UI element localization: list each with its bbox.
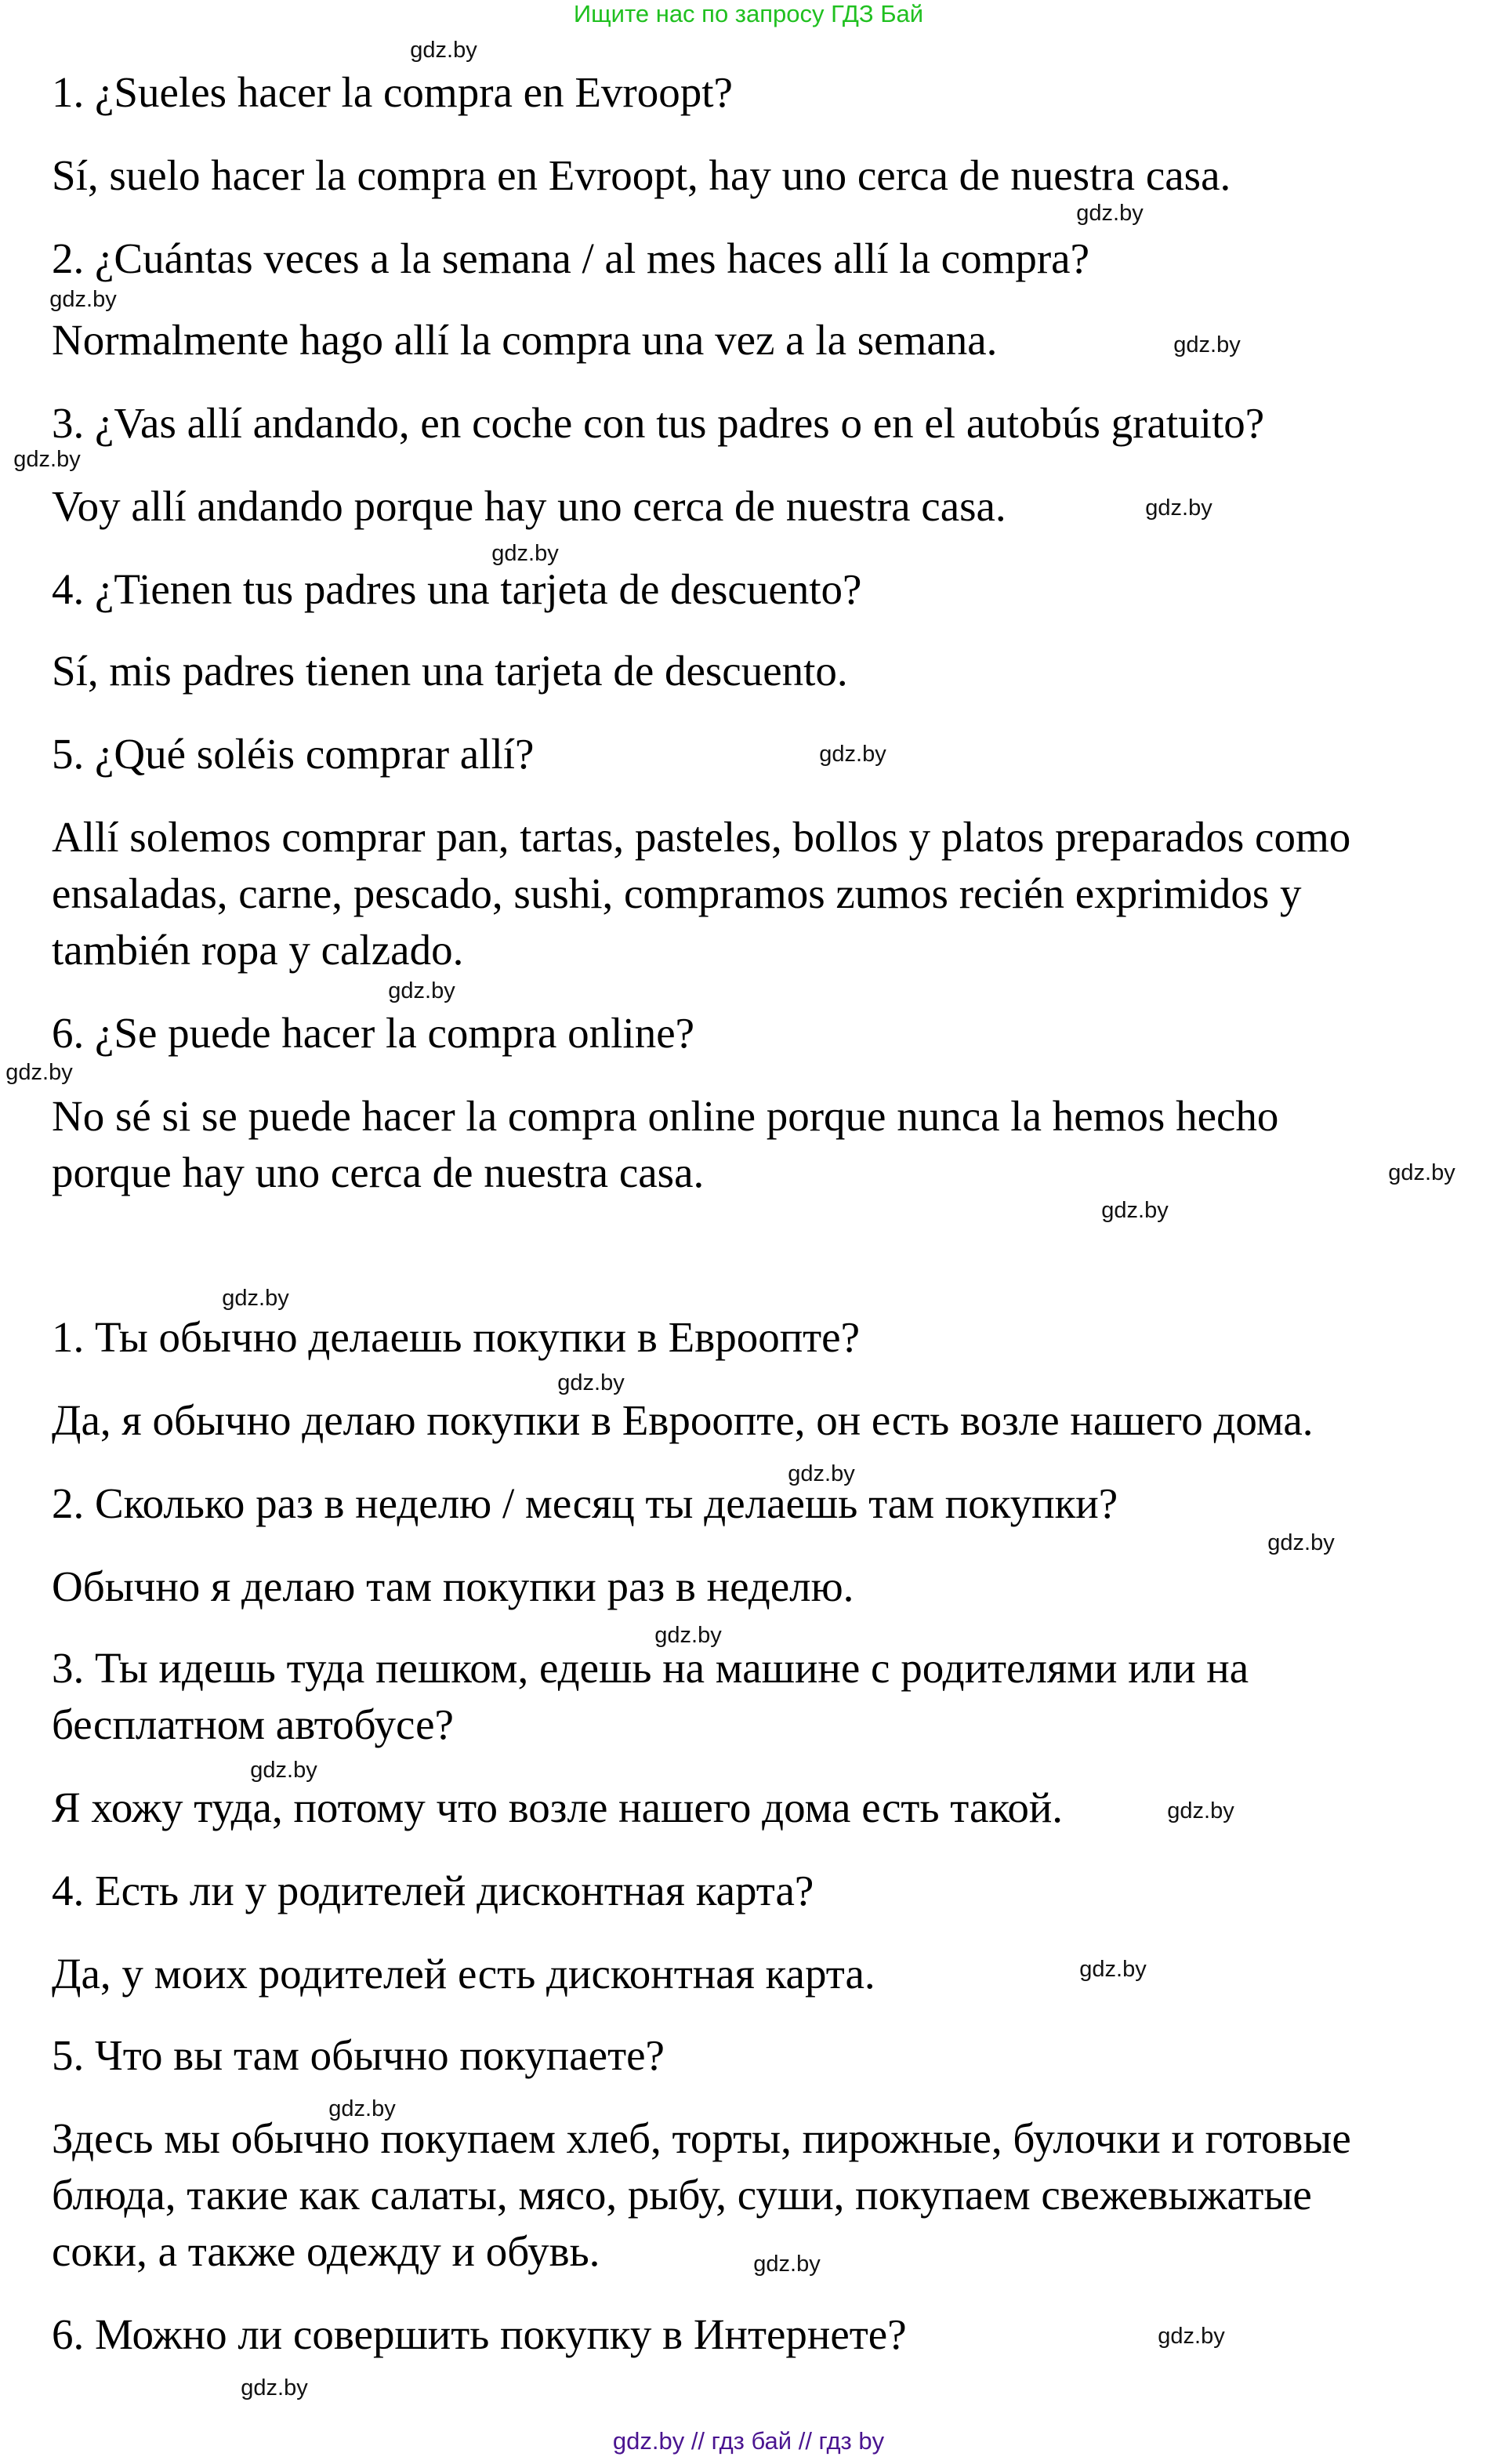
watermark: gdz.by xyxy=(13,447,81,472)
watermark: gdz.by xyxy=(491,541,559,566)
spanish-text-line: Allí solemos comprar pan, tartas, pasteles, bollos y platos preparados como xyxy=(52,813,1351,861)
watermark: gdz.by xyxy=(654,1623,722,1648)
watermark: gdz.by xyxy=(753,2252,821,2277)
watermark: gdz.by xyxy=(1173,332,1241,357)
watermark: gdz.by xyxy=(1158,2324,1225,2349)
russian-text-line: Да, у моих родителей есть дисконтная карта. xyxy=(52,1950,875,1998)
watermark: gdz.by xyxy=(49,287,117,312)
spanish-text-line: Voy allí andando porque hay uno cerca de nuestra casa. xyxy=(52,482,1006,530)
spanish-text-line: 5. ¿Qué soléis comprar allí? xyxy=(52,730,535,778)
spanish-text-line: 2. ¿Cuántas veces a la semana / al mes haces allí la compra? xyxy=(52,234,1090,282)
watermark: gdz.by xyxy=(388,978,455,1003)
russian-text-line: Здесь мы обычно покупаем хлеб, торты, пирожные, булочки и готовые xyxy=(52,2114,1351,2162)
watermark: gdz.by xyxy=(1076,201,1144,226)
search-banner: Ищите нас по запросу ГДЗ Бай xyxy=(573,0,924,27)
russian-text-line: Да, я обычно делаю покупки в Евроопте, он есть возле нашего дома. xyxy=(52,1396,1314,1444)
watermark: gdz.by xyxy=(1079,1957,1147,1982)
watermark: gdz.by xyxy=(788,1461,855,1486)
watermark: gdz.by xyxy=(250,1758,317,1783)
footer-links[interactable]: gdz.by // гдз бай // гдз by xyxy=(612,2427,885,2455)
spanish-text-line: Normalmente hago allí la compra una vez a la semana. xyxy=(52,316,998,364)
spanish-text-line: también ropa y calzado. xyxy=(52,926,464,974)
watermark: gdz.by xyxy=(1145,495,1212,521)
watermark: gdz.by xyxy=(1101,1198,1169,1223)
spanish-text-line: Sí, mis padres tienen una tarjeta de descuento. xyxy=(52,647,848,695)
russian-text-line: 3. Ты идешь туда пешком, едешь на машине с родителями или на xyxy=(52,1644,1249,1692)
spanish-text-line: 4. ¿Tienen tus padres una tarjeta de descuento? xyxy=(52,565,862,613)
russian-text-line: блюда, такие как салаты, мясо, рыбу, суши, покупаем свежевыжатые xyxy=(52,2171,1312,2219)
spanish-text-line: No sé si se puede hacer la compra online porque nunca la hemos hecho xyxy=(52,1092,1279,1140)
russian-text-line: 6. Можно ли совершить покупку в Интернете? xyxy=(52,2310,907,2358)
russian-text-line: Я хожу туда, потому что возле нашего дома есть такой. xyxy=(52,1784,1064,1831)
russian-text-line: Обычно я делаю там покупки раз в неделю. xyxy=(52,1562,854,1610)
russian-text-line: 5. Что вы там обычно покупаете? xyxy=(52,2031,665,2079)
russian-text-line: 4. Есть ли у родителей дисконтная карта? xyxy=(52,1867,814,1914)
russian-text-line: 2. Сколько раз в неделю / месяц ты делаешь там покупки? xyxy=(52,1479,1118,1527)
watermark: gdz.by xyxy=(557,1370,625,1395)
watermark: gdz.by xyxy=(1267,1530,1335,1555)
spanish-text-line: 6. ¿Se puede hacer la compra online? xyxy=(52,1009,695,1057)
spanish-text-line: 3. ¿Vas allí andando, en coche con tus padres o en el autobús gratuito? xyxy=(52,399,1265,447)
watermark: gdz.by xyxy=(819,742,886,767)
watermark: gdz.by xyxy=(328,2096,396,2121)
watermark: gdz.by xyxy=(241,2375,308,2400)
russian-text-line: 1. Ты обычно делаешь покупки в Евроопте? xyxy=(52,1313,860,1361)
spanish-text-line: ensaladas, carne, pescado, sushi, compramos zumos recién exprimidos y xyxy=(52,869,1302,917)
watermark: gdz.by xyxy=(1388,1160,1455,1185)
watermark: gdz.by xyxy=(222,1286,289,1311)
spanish-text-line: 1. ¿Sueles hacer la compra en Evroopt? xyxy=(52,68,733,116)
watermark: gdz.by xyxy=(1167,1798,1234,1824)
watermark: gdz.by xyxy=(5,1060,73,1085)
russian-text-line: соки, а также одежду и обувь. xyxy=(52,2227,600,2275)
spanish-text-line: Sí, suelo hacer la compra en Evroopt, hay uno cerca de nuestra casa. xyxy=(52,151,1231,199)
spanish-text-line: porque hay uno cerca de nuestra casa. xyxy=(52,1149,705,1196)
russian-text-line: бесплатном автобусе? xyxy=(52,1700,454,1748)
watermark: gdz.by xyxy=(410,38,477,63)
